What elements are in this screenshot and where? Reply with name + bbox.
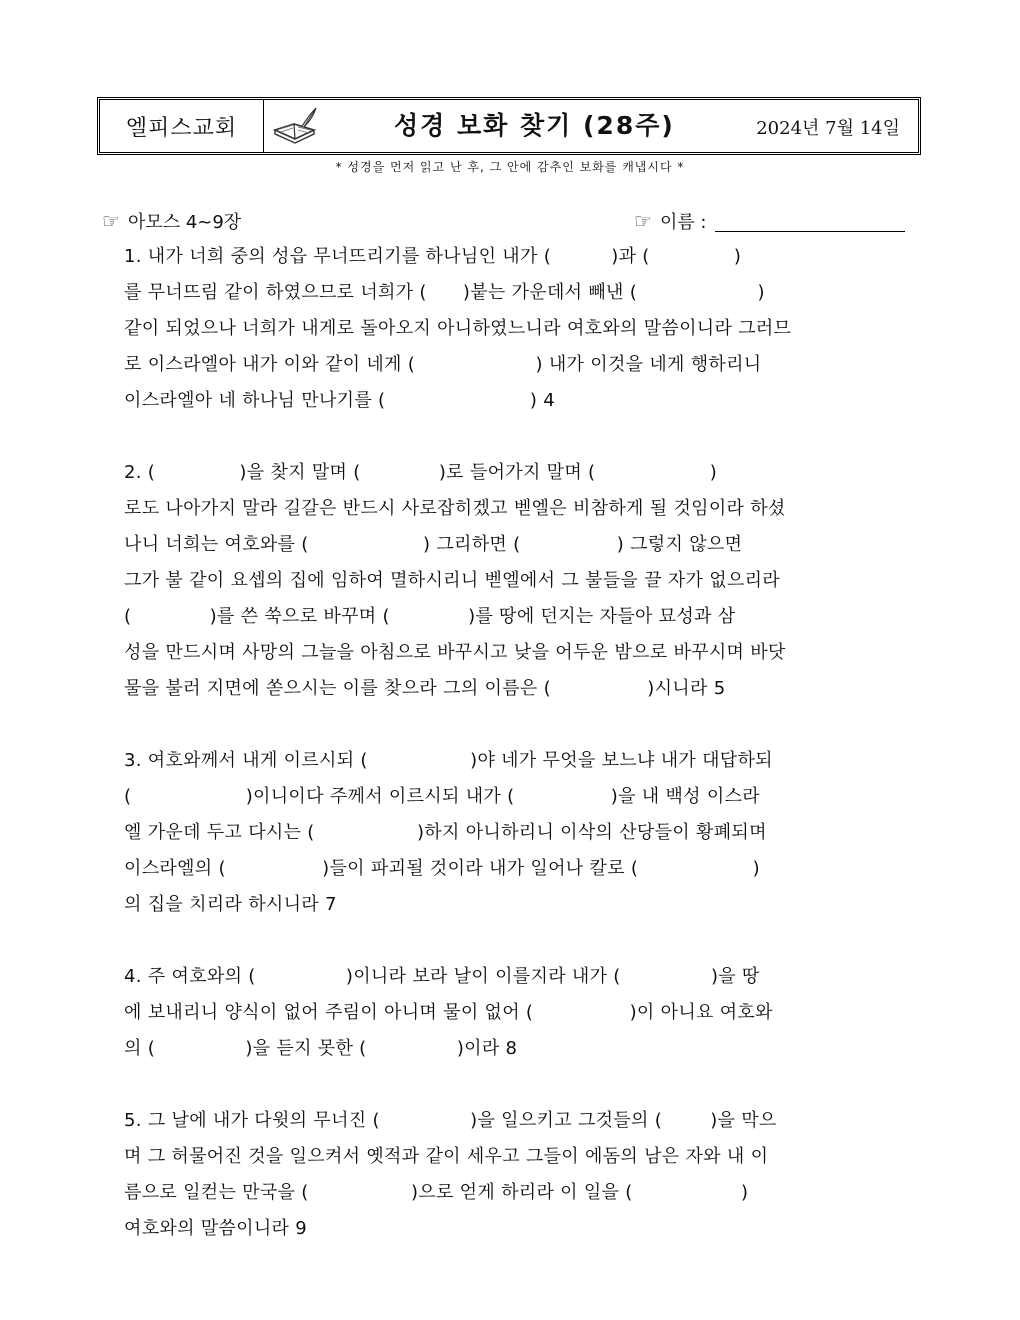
instruction-note: * 성경을 먼저 읽고 난 후, 그 안에 감추인 보화를 캐냅시다 * <box>335 160 685 174</box>
question-line: 5. 그 날에 내가 다윗의 무너진 ( )을 일으키고 그것들의 ( )을 막으 <box>124 1110 777 1131</box>
pointing-hand-icon: ☞ <box>634 209 652 233</box>
question-line: 름으로 일컫는 만국을 ( )으로 얻게 하리라 이 일을 ( ) <box>124 1182 749 1203</box>
question-line: 같이 되었으나 너희가 내게로 돌아오지 아니하였느니라 여호와의 말씀이니라 그러므 <box>124 318 792 339</box>
question-line: 이스라엘아 네 하나님 만나기를 ( ) 4 <box>124 390 555 411</box>
pointing-hand-icon: ☞ <box>102 209 120 233</box>
question-4 <box>124 959 904 1067</box>
question-line: 의 집을 치리라 하시니라 7 <box>124 894 337 915</box>
question-line: 성을 만드시며 사망의 그늘을 아침으로 바꾸시고 낮을 어두운 밤으로 바꾸시며 바닷 <box>124 642 786 663</box>
question-line: ( )이니이다 주께서 이르시되 내가 ( )을 내 백성 이스라 <box>124 786 760 807</box>
passage-reference <box>102 208 241 234</box>
question-line: 이스라엘의 ( )들이 파괴될 것이라 내가 일어나 칼로 ( ) <box>124 858 760 879</box>
worksheet-date: 2024년 7월 14일 <box>756 118 900 139</box>
question-line: 며 그 허물어진 것을 일으켜서 옛적과 같이 세우고 그들이 에돔의 남은 자와 내 이 <box>124 1146 769 1167</box>
question-line: 여호와의 말씀이니라 9 <box>124 1218 307 1239</box>
question-line: 의 ( )을 듣지 못한 ( )이라 8 <box>124 1038 518 1059</box>
name-label: 이름 : <box>659 212 707 233</box>
question-2 <box>124 455 904 707</box>
title-cell <box>264 100 918 152</box>
book-quill-icon <box>272 106 318 144</box>
question-3 <box>124 743 904 923</box>
question-line: ( )를 쓴 쑥으로 바꾸며 ( )를 땅에 던지는 자들아 묘성과 삼 <box>124 606 736 627</box>
question-line: 1. 내가 너희 중의 성읍 무너뜨리기를 하나님인 내가 ( )과 ( ) <box>124 246 742 267</box>
passage-text: 아모스 4~9장 <box>127 212 242 233</box>
name-field <box>634 208 905 234</box>
church-name: 엘피스교회 <box>100 100 264 152</box>
question-line: 4. 주 여호와의 ( )이니라 보라 날이 이를지라 내가 ( )을 땅 <box>124 966 760 987</box>
question-line: 3. 여호와께서 내게 이르시되 ( )야 네가 무엇을 보느냐 내가 대답하되 <box>124 750 773 771</box>
name-input-line[interactable] <box>715 211 905 232</box>
question-line: 그가 불 같이 요셉의 집에 임하여 멸하시리니 벧엘에서 그 불들을 끌 자가 없으리라 <box>124 570 780 591</box>
question-1 <box>124 239 904 419</box>
worksheet-header <box>97 97 921 155</box>
question-line: 물을 불러 지면에 쏟으시는 이를 찾으라 그의 이름은 ( )시니라 5 <box>124 678 726 699</box>
question-line: 로 이스라엘아 내가 이와 같이 네게 ( ) 내가 이것을 네게 행하리니 <box>124 354 762 375</box>
question-line: 에 보내리니 양식이 없어 주림이 아니며 물이 없어 ( )이 아니요 여호와 <box>124 1002 773 1023</box>
question-line: 2. ( )을 찾지 말며 ( )로 들어가지 말며 ( ) <box>124 462 718 483</box>
question-5 <box>124 1103 904 1247</box>
question-line: 나니 너희는 여호와를 ( ) 그리하면 ( ) 그렇지 않으면 <box>124 534 743 555</box>
question-line: 를 무너뜨림 같이 하였으므로 너희가 ( )붙는 가운데서 빼낸 ( ) <box>124 282 765 303</box>
question-line: 로도 나아가지 말라 길갈은 반드시 사로잡히겠고 벧엘은 비참하게 될 것임이라 하셨 <box>124 498 786 519</box>
question-line: 엘 가운데 두고 다시는 ( )하지 아니하리니 이삭의 산당들이 황폐되며 <box>124 822 767 843</box>
worksheet-title: 성경 보화 찾기 (28주) <box>394 111 675 140</box>
